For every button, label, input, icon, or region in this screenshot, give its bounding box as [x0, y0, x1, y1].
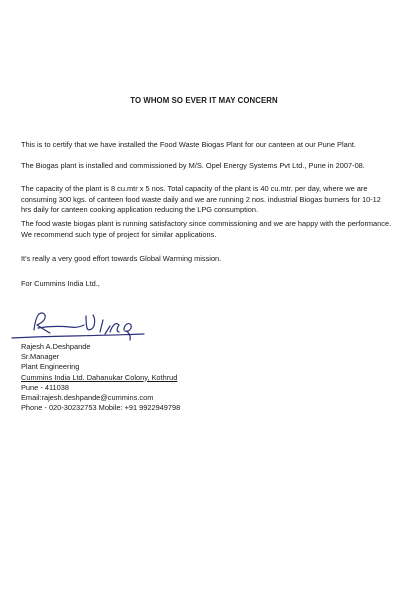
paragraph-capacity: The capacity of the plant is 8 cu.mtr x 5 nos. Total capacity of the plant is 40 cu.mtr. per day, where we are consuming 300 kgs. of canteen food waste daily and we are running 2 nos. industrial Biogas burners for 10-12 hrs daily for canteen cooking application reducing the LPG consumption. [21, 184, 381, 215]
signature-date-text: 5/7/09 [101, 330, 104, 331]
signatory-department: Plant Engineering [21, 362, 80, 372]
paragraph-company: For Cummins India Ltd., [21, 279, 100, 288]
paragraph-commissioning: The Biogas plant is installed and commissioned by M/S. Opel Energy Systems Pvt Ltd., Pune in 2007-08. [21, 161, 365, 170]
paragraph-global-warming: It's really a very good effort towards Global Warming mission. [21, 254, 222, 263]
paragraph-certification: This is to certify that we have installed the Food Waste Biogas Plant for our canteen at our Pune Plant. [21, 140, 356, 149]
signatory-phone: Phone - 020-30232753 Mobile: +91 9922949798 [21, 403, 181, 413]
signatory-name: Rajesh A.Deshpande [21, 342, 91, 351]
paragraph-performance: The food waste biogas plant is running satisfactory since commissioning and we are happy with the performance. We recommend such type of project for similar applications. [21, 219, 392, 239]
signatory-address-line2: Pune - 411038 [21, 382, 69, 392]
signatory-designation: Sr.Manager [21, 352, 60, 362]
signatory-address-line1: Cummins India Ltd. Dahanukar Colony, Kothrud [21, 372, 178, 382]
letter-title: TO WHOM SO EVER IT MAY CONCERN [130, 96, 278, 105]
signatory-email: Email:rajesh.deshpande@cummins.com [21, 393, 154, 403]
signatory-block [21, 342, 180, 413]
